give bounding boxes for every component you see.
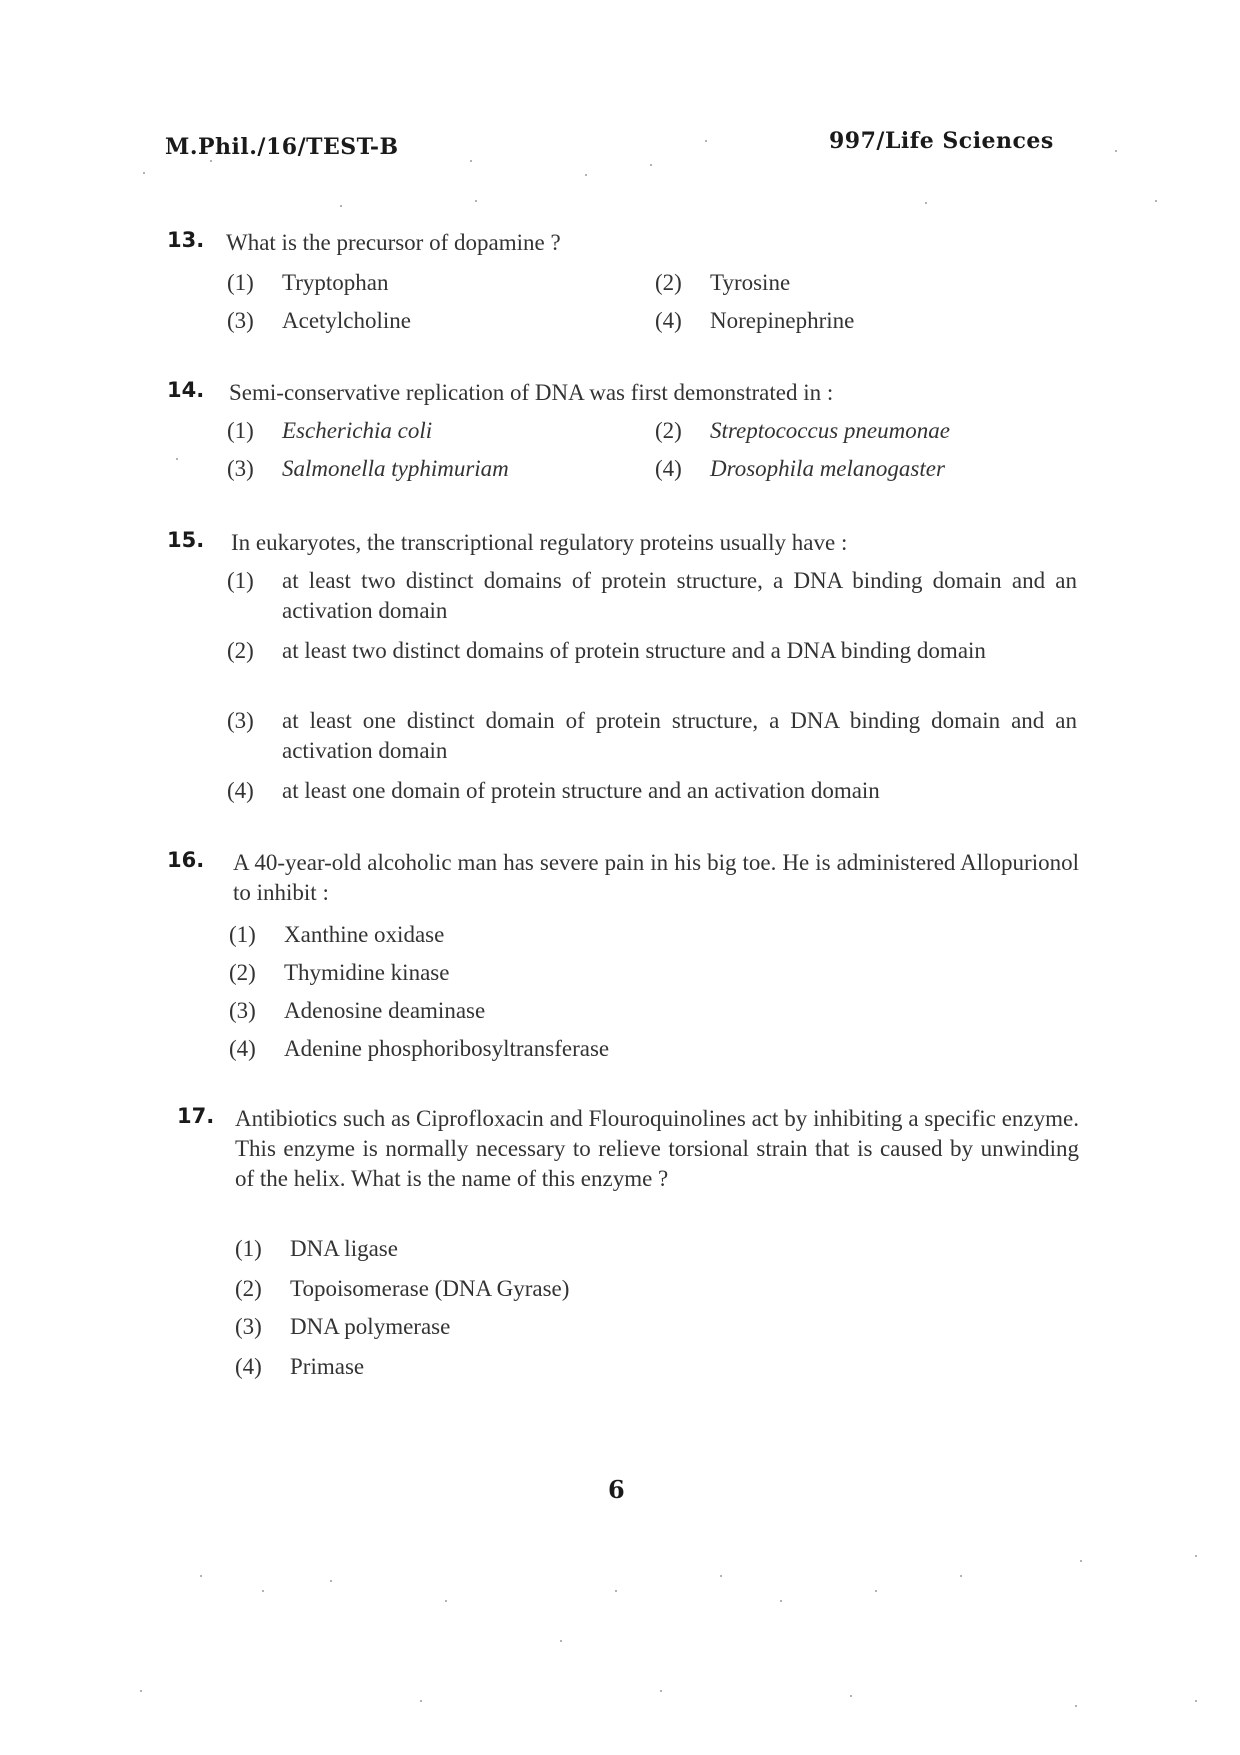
- option-number: (4): [655, 308, 682, 333]
- option: [229, 996, 485, 1026]
- option-number: (1): [235, 1236, 262, 1261]
- option: [655, 268, 790, 298]
- option-number: (2): [229, 960, 256, 985]
- option: [235, 1274, 569, 1304]
- option-number: (1): [227, 568, 254, 593]
- option-number: (2): [655, 418, 682, 443]
- option-text: Adenosine deaminase: [284, 998, 486, 1023]
- question-text: Semi-conservative replication of DNA was first demonstrated in :: [229, 380, 834, 405]
- option: [227, 306, 411, 336]
- option: [229, 958, 449, 988]
- option: [227, 454, 509, 484]
- exam-code: M.Phil./16/TEST-B: [165, 134, 399, 160]
- question-text: Antibiotics such as Ciprofloxacin and Flouroquinolines act by inhibiting a specific enzyme. This enzyme is normally necessary to relieve torsional strain that is caused by unwinding of the helix. What is the name of this enzyme ?: [235, 1106, 1079, 1191]
- question-15: [167, 528, 1077, 818]
- option-number: (1): [229, 922, 256, 947]
- option-text: Tryptophan: [282, 270, 389, 295]
- option: [227, 776, 1077, 806]
- option-number: (3): [227, 308, 254, 333]
- question-number: 14.: [167, 378, 205, 402]
- option: [227, 636, 1077, 666]
- option: [655, 416, 950, 446]
- option-number: (3): [227, 456, 254, 481]
- question-number: 16.: [167, 848, 205, 872]
- option: [229, 920, 444, 950]
- option-text: at least one distinct domain of protein structure, a DNA binding domain and an activation domain: [282, 708, 1077, 763]
- option-text: Thymidine kinase: [284, 960, 450, 985]
- option: [235, 1352, 364, 1382]
- question-text: A 40-year-old alcoholic man has severe pain in his big toe. He is administered Allopurionol to inhibit :: [233, 850, 1079, 905]
- option-number: (4): [235, 1354, 262, 1379]
- question-number: 13.: [167, 228, 205, 252]
- option-number: (1): [227, 418, 254, 443]
- option-text: Streptococcus pneumonae: [710, 418, 950, 443]
- option-text: DNA ligase: [290, 1236, 398, 1261]
- question-16: [167, 848, 1077, 1068]
- option-text: Tyrosine: [710, 270, 791, 295]
- option: [235, 1312, 450, 1342]
- page-number: 6: [608, 1475, 625, 1504]
- option-text: Xanthine oxidase: [284, 922, 445, 947]
- option-number: (1): [227, 270, 254, 295]
- option-number: (4): [229, 1036, 256, 1061]
- option-text: Acetylcholine: [282, 308, 412, 333]
- option-number: (4): [227, 778, 254, 803]
- option-text: Drosophila melanogaster: [710, 456, 945, 481]
- option-text: Norepinephrine: [710, 308, 855, 333]
- option-text: at least one domain of protein structure and an activation domain: [282, 778, 880, 803]
- option: [235, 1234, 398, 1264]
- option: [655, 454, 945, 484]
- option-text: Adenine phosphoribosyltransferase: [284, 1036, 610, 1061]
- option: [229, 1034, 609, 1064]
- question-13: [167, 228, 1077, 348]
- subject-code: 997/Life Sciences: [829, 128, 1054, 154]
- question-text: What is the precursor of dopamine ?: [226, 230, 561, 255]
- option-text: Salmonella typhimuriam: [282, 456, 509, 481]
- option-number: (4): [655, 456, 682, 481]
- question-number: 15.: [167, 528, 205, 552]
- option-number: (3): [235, 1314, 262, 1339]
- option: [655, 306, 854, 336]
- option-text: at least two distinct domains of protein structure and a DNA binding domain: [282, 638, 986, 663]
- option-number: (2): [655, 270, 682, 295]
- option-text: Topoisomerase (DNA Gyrase): [290, 1276, 570, 1301]
- option: [227, 566, 1077, 626]
- option-text: DNA polymerase: [290, 1314, 451, 1339]
- option: [227, 268, 389, 298]
- option-number: (3): [227, 708, 254, 733]
- option-number: (3): [229, 998, 256, 1023]
- option-number: (2): [235, 1276, 262, 1301]
- question-17: [167, 1104, 1077, 1404]
- question-14: [167, 378, 1077, 498]
- option-text: at least two distinct domains of protein structure, a DNA binding domain and an activation domain: [282, 568, 1077, 623]
- option-number: (2): [227, 638, 254, 663]
- option-text: Primase: [290, 1354, 365, 1379]
- question-number: 17.: [177, 1104, 215, 1128]
- option-text: Escherichia coli: [282, 418, 433, 443]
- option: [227, 706, 1077, 766]
- option: [227, 416, 432, 446]
- question-text: In eukaryotes, the transcriptional regulatory proteins usually have :: [231, 530, 848, 555]
